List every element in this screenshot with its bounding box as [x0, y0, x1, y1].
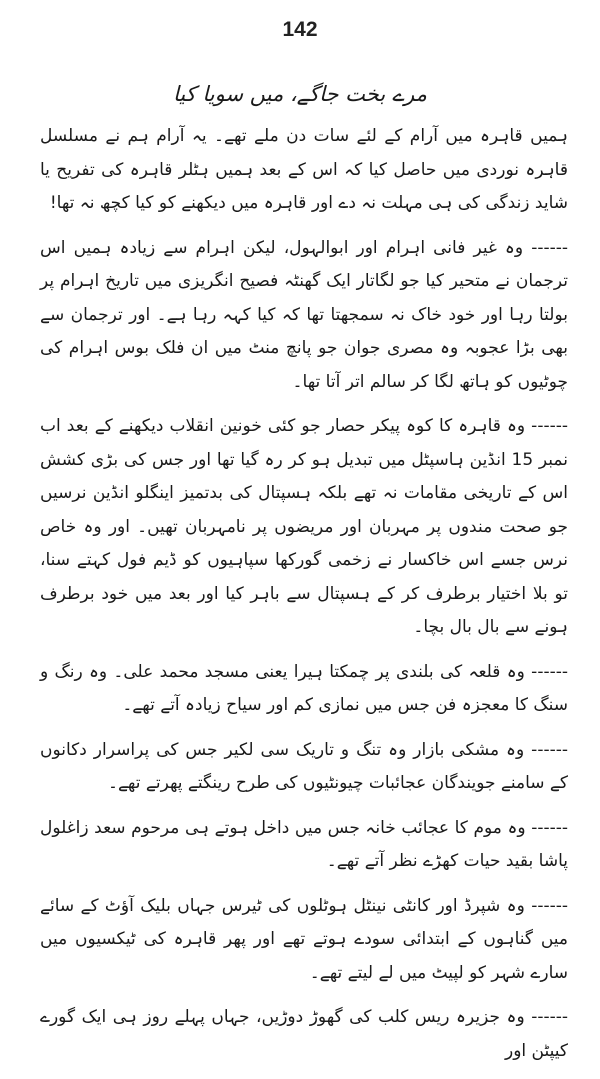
paragraph-bazaar: ------ وہ مشکی بازار وہ تنگ و تاریک سی لکیر جس کی پراسرار دکانوں کے سامنے جویندگان عجائبات چیونٹیوں کی طرح رینگتے پھرتے تھے۔: [40, 739, 568, 793]
paragraph-hotels: ------ وہ شپرڈ اور کانٹی نینٹل ہوٹلوں کی ٹیرس جہاں بلیک آؤٹ کے سائے میں گناہوں کے ابتدائی سودے ہوتے تھے اور پھر قاہرہ کی ٹیکسیوں میں سارے شہر کو لپیٹ میں لے لیتے تھے۔: [40, 895, 568, 983]
paragraph-wax-museum: ------ وہ موم کا عجائب خانہ جس میں داخل ہوتے ہی مرحوم سعد زاغلول پاشا بقید حیات کھڑے نظر آتے تھے۔: [40, 817, 568, 871]
paragraph-intro: ہمیں قاہرہ میں آرام کے لئے سات دن ملے تھے۔ یہ آرام ہم نے مسلسل قاہرہ نوردی میں حاصل کیا کہ اس کے بعد ہمیں ہٹلر قاہرہ کی تفریح یا شاید زندگی کی ہی مہلت نہ دے اور قاہرہ میں دیکھنے کو کیا کچھ نہ تھا!: [40, 126, 568, 213]
paragraph-citadel-hospital: ------ وہ قاہرہ کا کوہ پیکر حصار جو کئی خونین انقلاب دیکھنے کے بعد اب نمبر 15 انڈین ہاسپٹل میں تبدیل ہو کر رہ گیا تھا اور جس کی بڑی کشش اس کے تاریخی مقامات نہ تھے بلکہ ہسپتال کی بدتمیز اینگلو انڈین نرسیں جو صحت مندوں پر مہربان اور مریضوں پر نامہربان تھیں۔ اور وہ خاص نرس جسے اس خاکسار نے زخمی گورکھا سپاہیوں کو ڈیم فول کہتے سنا، تو بلا اختیار برطرف کر کے ہسپتال سے باہر کیا اور بعد میں خود برطرف ہونے سے بال بال بچا۔: [40, 416, 568, 637]
page-title: مرے بخت جاگے، میں سویا کیا: [173, 82, 427, 106]
page-number: 142: [282, 18, 318, 41]
paragraph-pyramids: ------ وہ غیر فانی اہرام اور ابوالہول، لیکن اہرام سے زیادہ ہمیں اس ترجمان نے متحیر کیا جو لگاتار ایک گھنٹہ فصیح انگریزی میں تاریخ اہرام پر بولتا رہا اور خود خاک نہ سمجھتا تھا کہ کیا کہہ رہا ہے۔ اور ترجمان سے بھی بڑا عجوبہ وہ مصری جوان جو پانچ منٹ میں ان فلک بوس اہرام کی چوٹیوں کو ہاتھ لگا کر سالم اتر آتا تھا۔: [40, 237, 568, 392]
paragraph-mosque: ------ وہ قلعہ کی بلندی پر چمکتا ہیرا یعنی مسجد محمد علی۔ وہ رنگ و سنگ کا معجزہ فن جس میں نمازی کم اور سیاح زیادہ آتے تھے۔: [40, 661, 568, 715]
paragraph-race-club: ------ وہ جزیرہ ریس کلب کی گھوڑ دوڑیں، جہاں پہلے روز ہی ایک گورے کیپٹن اور: [40, 1007, 568, 1061]
body-text: [40, 120, 568, 1079]
